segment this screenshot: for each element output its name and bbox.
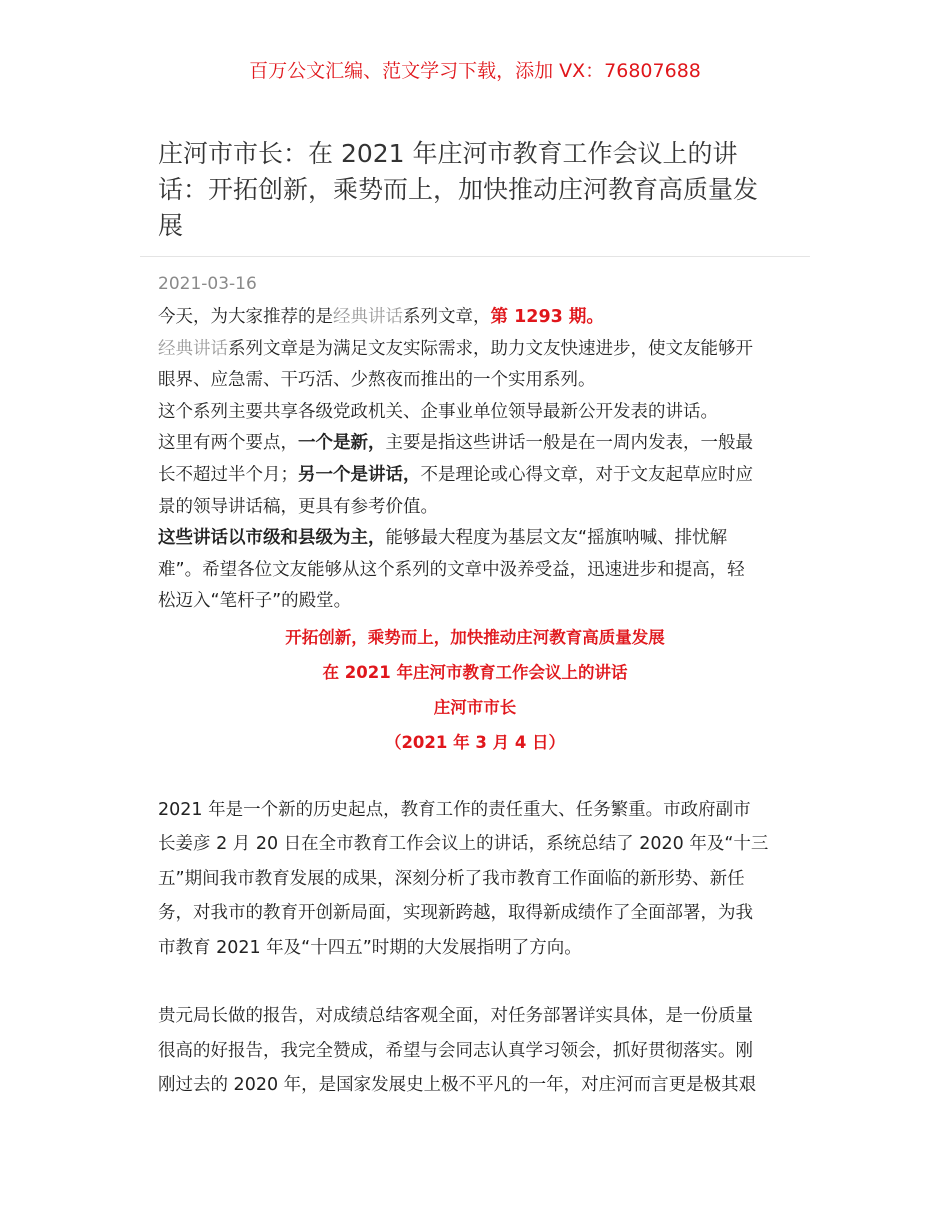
text-segment: 长不超过半个月； (158, 464, 298, 485)
bold-text: 另一个是讲话， (298, 464, 421, 485)
title-line: 庄河市市长：在 2021 年庄河市教育工作会议上的讲 (158, 139, 738, 168)
series-name: 经典讲话 (158, 338, 228, 359)
promo-banner: 百万公文汇编、范文学习下载，添加 VX：76807688 (249, 60, 701, 82)
body-paragraph (158, 999, 798, 1102)
speech-header (0, 620, 950, 760)
speech-title: 开拓创新，乘势而上，加快推动庄河教育高质量发展 (285, 628, 665, 647)
intro-line (158, 555, 798, 587)
body-line: 贵元局长做的报告，对成绩总结客观全面，对任务部署详实具体，是一份质量 (158, 1006, 753, 1027)
title-line: 展 (158, 211, 184, 240)
text-segment: 这个系列主要共享各级党政机关、企事业单位领导最新公开发表的讲话。 (158, 401, 718, 422)
intro-line (158, 397, 798, 429)
speech-date: （2021 年 3 月 4 日） (384, 733, 566, 752)
intro-section (158, 302, 798, 618)
body-line: 务，对我市的教育开创新局面，实现新跨越，取得新成绩作了全面部署，为我 (158, 903, 753, 924)
text-segment: 能够最大程度为基层文友“摇旗呐喊、排忧解 (385, 528, 728, 549)
body-line: 很高的好报告，我完全赞成，希望与会同志认真学习领会，抓好贯彻落实。刚 (158, 1040, 753, 1061)
issue-number: 第 1293 期。 (490, 307, 604, 327)
body-paragraph (158, 793, 798, 965)
body-line: 刚过去的 2020 年，是国家发展史上极不平凡的一年，对庄河而言更是极其艰 (158, 1075, 757, 1096)
text-segment: 不是理论或心得文章，对于文友起草应时应 (420, 464, 753, 485)
body-line: 长姜彦 2 月 20 日在全市教育工作会议上的讲话，系统总结了 2020 年及“十三 (158, 834, 769, 855)
text-segment: 这里有两个要点， (158, 433, 298, 454)
intro-line (158, 586, 798, 618)
text-segment: 系列文章， (403, 307, 491, 327)
text-segment: 今天，为大家推荐的是 (158, 307, 333, 327)
title-divider (140, 256, 810, 257)
intro-line (158, 365, 798, 397)
body-line: 市教育 2021 年及“十四五”时期的大发展指明了方向。 (158, 937, 582, 958)
bold-text: 这些讲话以市级和县级为主， (158, 528, 386, 549)
body-line: 2021 年是一个新的历史起点，教育工作的责任重大、任务繁重。市政府副市 (158, 800, 751, 820)
intro-line (158, 334, 798, 366)
article-title (158, 136, 798, 244)
text-segment: 系列文章是为满足文友实际需求，助力文友快速进步，使文友能够开 (228, 338, 753, 359)
text-segment: 主要是指这些讲话一般是在一周内发表，一般最 (385, 433, 753, 454)
body-line: 五”期间我市教育发展的成果，深刻分析了我市教育工作面临的新形势、新任 (158, 868, 745, 889)
paragraph-gap (158, 965, 798, 999)
publish-date: 2021-03-16 (158, 274, 257, 294)
text-segment: 难”。希望各位文友能够从这个系列的文章中汲养受益，迅速进步和提高，轻 (158, 559, 745, 580)
bold-text: 一个是新， (298, 433, 386, 454)
intro-line (158, 460, 798, 492)
intro-line (158, 428, 798, 460)
speech-subtitle: 在 2021 年庄河市教育工作会议上的讲话 (322, 663, 628, 682)
text-segment: 松迈入“笔杆子”的殿堂。 (158, 591, 352, 612)
series-name: 经典讲话 (333, 307, 403, 327)
text-segment: 景的领导讲话稿，更具有参考价值。 (158, 496, 438, 517)
intro-line (158, 302, 798, 334)
intro-line (158, 523, 798, 555)
article-body (158, 793, 798, 1103)
intro-line (158, 492, 798, 524)
text-segment: 眼界、应急需、干巧活、少熬夜而推出的一个实用系列。 (158, 370, 596, 391)
title-line: 话：开拓创新，乘势而上，加快推动庄河教育高质量发 (158, 175, 759, 204)
speech-author: 庄河市市长 (433, 698, 517, 717)
